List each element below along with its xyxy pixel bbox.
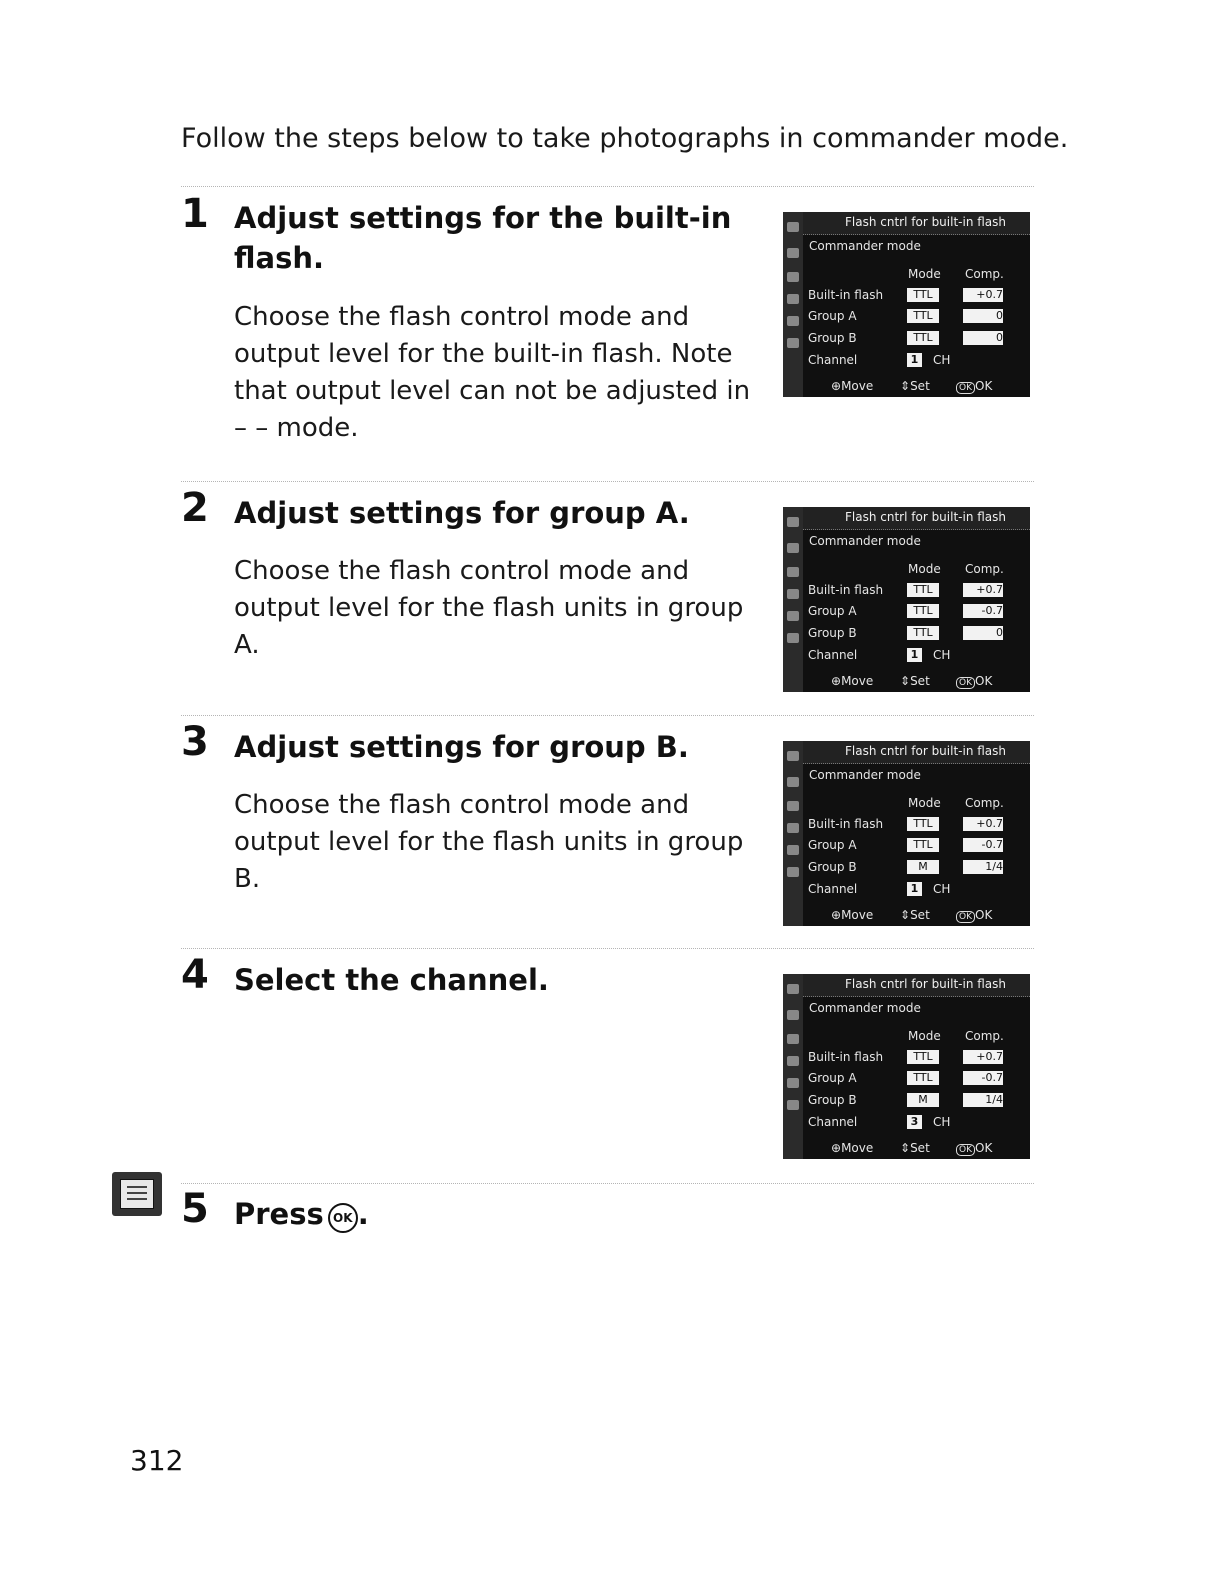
group-a-comp[interactable]: -0.7 bbox=[963, 1071, 1003, 1085]
screen-subtitle: Commander mode bbox=[809, 239, 921, 253]
page-number: 312 bbox=[130, 1444, 184, 1477]
footer-ok-label: OK bbox=[975, 1141, 993, 1155]
footer-set-label: Set bbox=[910, 1141, 930, 1155]
footer-ok-label: OK bbox=[975, 379, 993, 393]
group-a-comp[interactable]: -0.7 bbox=[963, 604, 1003, 618]
mode-column-header: Mode bbox=[908, 1029, 941, 1043]
divider bbox=[181, 481, 1034, 482]
step-number: 4 bbox=[181, 952, 209, 998]
builtin-flash-comp[interactable]: +0.7 bbox=[963, 1050, 1003, 1064]
step-title: Adjust settings for group B. bbox=[234, 730, 689, 764]
footer-move bbox=[831, 674, 873, 688]
builtin-flash-label: Built-in flash bbox=[808, 288, 884, 302]
channel-label: Channel bbox=[808, 882, 858, 896]
footer-move-label: Move bbox=[841, 908, 874, 922]
footer-move bbox=[831, 1141, 873, 1155]
channel-label: Channel bbox=[808, 1115, 858, 1129]
comp-column-header: Comp. bbox=[965, 267, 1004, 281]
channel-label: Channel bbox=[808, 648, 858, 662]
camera-screen-step-4 bbox=[783, 974, 1030, 1159]
punctuation: . bbox=[357, 1197, 369, 1231]
mode-column-header: Mode bbox=[908, 796, 941, 810]
channel-value[interactable]: 1 bbox=[907, 882, 922, 896]
channel-value[interactable]: 1 bbox=[907, 353, 922, 367]
step-title: Adjust settings for the built-in flash. bbox=[234, 201, 732, 275]
screen-title: Flash cntrl for built-in flash bbox=[845, 744, 1007, 758]
channel-unit: CH bbox=[933, 353, 951, 367]
screen-title-bar bbox=[803, 741, 1030, 764]
ok-icon: OK bbox=[956, 1144, 975, 1156]
group-b-comp[interactable]: 1/4 bbox=[963, 860, 1003, 874]
screen-title-bar bbox=[803, 507, 1030, 530]
group-b-label: Group B bbox=[808, 331, 857, 345]
group-b-mode[interactable]: TTL bbox=[907, 626, 939, 640]
step-title: Adjust settings for group A. bbox=[234, 496, 690, 530]
footer-set-label: Set bbox=[910, 674, 930, 688]
multi-selector-icon: ⊕ bbox=[831, 908, 842, 922]
group-a-label: Group A bbox=[808, 1071, 857, 1085]
divider bbox=[181, 186, 1034, 187]
group-a-mode[interactable]: TTL bbox=[907, 604, 939, 618]
camera-screen-step-1 bbox=[783, 212, 1030, 397]
menu-tab-strip bbox=[783, 974, 803, 1159]
multi-selector-icon: ⊕ bbox=[831, 674, 842, 688]
multi-selector-updown-icon: ⇕ bbox=[900, 379, 911, 393]
step-number: 2 bbox=[181, 485, 209, 531]
builtin-flash-comp[interactable]: +0.7 bbox=[963, 288, 1003, 302]
footer-set bbox=[900, 379, 930, 393]
footer-ok bbox=[956, 674, 992, 688]
channel-unit: CH bbox=[933, 648, 951, 662]
menu-tab-strip bbox=[783, 212, 803, 397]
group-a-mode[interactable]: TTL bbox=[907, 1071, 939, 1085]
setup-menu-icon bbox=[112, 1172, 162, 1216]
footer-move bbox=[831, 379, 873, 393]
channel-unit: CH bbox=[933, 882, 951, 896]
step-body: Choose the flash control mode and output level for the flash units in group B. bbox=[234, 790, 744, 894]
builtin-flash-comp[interactable]: +0.7 bbox=[963, 817, 1003, 831]
channel-label: Channel bbox=[808, 353, 858, 367]
screen-subtitle: Commander mode bbox=[809, 768, 921, 782]
intro-text: Follow the steps below to take photographs in commander mode. bbox=[181, 123, 1069, 154]
group-a-comp[interactable]: -0.7 bbox=[963, 838, 1003, 852]
ok-icon: OK bbox=[956, 677, 975, 689]
group-b-mode[interactable]: TTL bbox=[907, 331, 939, 345]
footer-ok-label: OK bbox=[975, 674, 993, 688]
step-number: 3 bbox=[181, 719, 209, 765]
group-b-mode[interactable]: M bbox=[907, 860, 939, 874]
menu-tab-strip bbox=[783, 741, 803, 926]
group-b-label: Group B bbox=[808, 860, 857, 874]
footer-set-label: Set bbox=[910, 908, 930, 922]
step-number: 1 bbox=[181, 191, 209, 237]
group-b-label: Group B bbox=[808, 626, 857, 640]
group-a-label: Group A bbox=[808, 309, 857, 323]
group-a-mode[interactable]: TTL bbox=[907, 309, 939, 323]
divider bbox=[181, 1183, 1034, 1184]
mode-column-header: Mode bbox=[908, 267, 941, 281]
builtin-flash-label: Built-in flash bbox=[808, 817, 884, 831]
group-b-mode[interactable]: M bbox=[907, 1093, 939, 1107]
comp-column-header: Comp. bbox=[965, 796, 1004, 810]
screen-subtitle: Commander mode bbox=[809, 534, 921, 548]
channel-value[interactable]: 1 bbox=[907, 648, 922, 662]
comp-column-header: Comp. bbox=[965, 1029, 1004, 1043]
group-b-label: Group B bbox=[808, 1093, 857, 1107]
step-body: Choose the flash control mode and output level for the built-in flash. Note that output level can not be adjusted in – – mode. bbox=[234, 302, 751, 443]
footer-move-label: Move bbox=[841, 674, 874, 688]
group-a-mode[interactable]: TTL bbox=[907, 838, 939, 852]
footer-move-label: Move bbox=[841, 1141, 874, 1155]
footer-move-label: Move bbox=[841, 379, 874, 393]
screen-title: Flash cntrl for built-in flash bbox=[845, 510, 1007, 524]
ok-button-icon: OK bbox=[328, 1203, 358, 1233]
group-b-comp[interactable]: 0 bbox=[963, 626, 1003, 640]
ok-icon: OK bbox=[956, 911, 975, 923]
step-number: 5 bbox=[181, 1186, 209, 1232]
builtin-flash-mode[interactable]: TTL bbox=[907, 1050, 939, 1064]
multi-selector-updown-icon: ⇕ bbox=[900, 908, 911, 922]
builtin-flash-comp[interactable]: +0.7 bbox=[963, 583, 1003, 597]
step-title: Select the channel. bbox=[234, 963, 549, 997]
group-b-comp[interactable]: 0 bbox=[963, 331, 1003, 345]
channel-value[interactable]: 3 bbox=[907, 1115, 922, 1129]
footer-set-label: Set bbox=[910, 379, 930, 393]
screen-title-bar bbox=[803, 212, 1030, 235]
footer-set bbox=[900, 674, 930, 688]
camera-screen-step-3 bbox=[783, 741, 1030, 926]
step-body: Choose the flash control mode and output level for the flash units in group A. bbox=[234, 556, 744, 660]
builtin-flash-mode[interactable]: TTL bbox=[907, 583, 939, 597]
group-a-label: Group A bbox=[808, 604, 857, 618]
multi-selector-icon: ⊕ bbox=[831, 1141, 842, 1155]
divider bbox=[181, 948, 1034, 949]
camera-screen-step-2 bbox=[783, 507, 1030, 692]
group-a-comp[interactable]: 0 bbox=[963, 309, 1003, 323]
ok-icon: OK bbox=[956, 382, 975, 394]
footer-move bbox=[831, 908, 873, 922]
footer-ok bbox=[956, 379, 992, 393]
channel-unit: CH bbox=[933, 1115, 951, 1129]
builtin-flash-mode[interactable]: TTL bbox=[907, 817, 939, 831]
group-b-comp[interactable]: 1/4 bbox=[963, 1093, 1003, 1107]
group-a-label: Group A bbox=[808, 838, 857, 852]
screen-title: Flash cntrl for built-in flash bbox=[845, 977, 1007, 991]
footer-set bbox=[900, 908, 930, 922]
multi-selector-icon: ⊕ bbox=[831, 379, 842, 393]
divider bbox=[181, 715, 1034, 716]
builtin-flash-label: Built-in flash bbox=[808, 583, 884, 597]
step-title bbox=[234, 1194, 734, 1234]
multi-selector-updown-icon: ⇕ bbox=[900, 1141, 911, 1155]
step-title-text: Press bbox=[234, 1197, 324, 1231]
footer-set bbox=[900, 1141, 930, 1155]
footer-ok bbox=[956, 1141, 992, 1155]
menu-tab-strip bbox=[783, 507, 803, 692]
screen-title: Flash cntrl for built-in flash bbox=[845, 215, 1007, 229]
builtin-flash-mode[interactable]: TTL bbox=[907, 288, 939, 302]
builtin-flash-label: Built-in flash bbox=[808, 1050, 884, 1064]
screen-title-bar bbox=[803, 974, 1030, 997]
screen-subtitle: Commander mode bbox=[809, 1001, 921, 1015]
footer-ok-label: OK bbox=[975, 908, 993, 922]
multi-selector-updown-icon: ⇕ bbox=[900, 674, 911, 688]
comp-column-header: Comp. bbox=[965, 562, 1004, 576]
footer-ok bbox=[956, 908, 992, 922]
mode-column-header: Mode bbox=[908, 562, 941, 576]
